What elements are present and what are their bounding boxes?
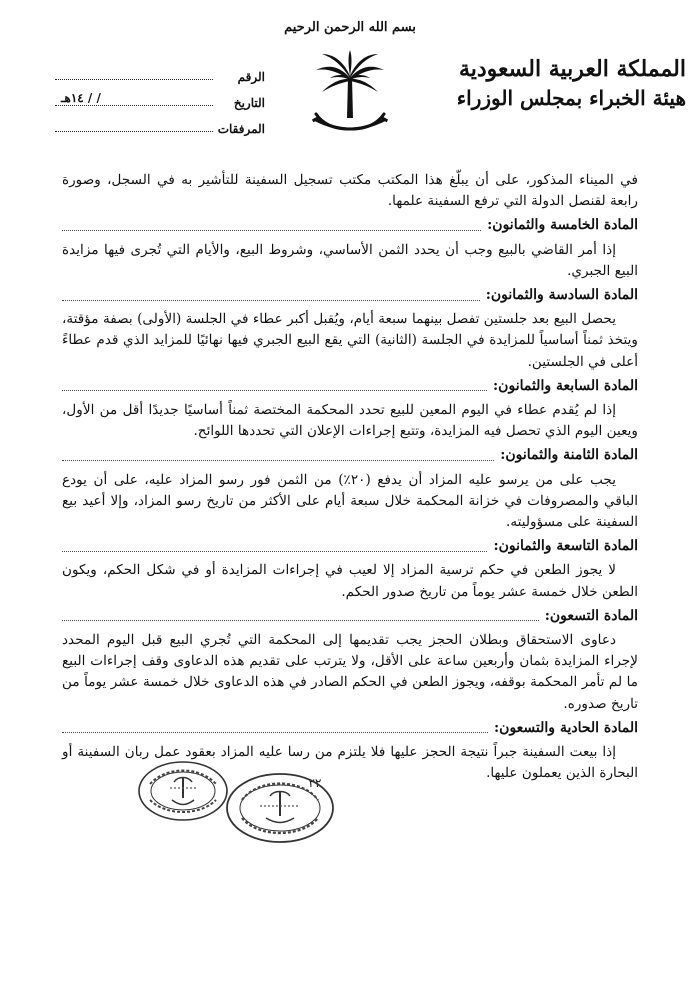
official-stamp-right	[224, 770, 336, 846]
article-86	[62, 285, 638, 373]
article-title: المادة الحادية والتسعون:	[494, 719, 638, 736]
article-text: دعاوى الاستحقاق وبطلان الحجز يجب تقديمها إلى المحكمة التي تُجري البيع قبل اليوم المحدد لإجراء المزايدة بثمان وأربعين ساعة على الأقل، ولا يترتب على تقديم هذه الدعاوى وقف إجراءات البيع ما لم تأمر المحكمة بوقفه، ويجوز الطعن في الحكم الصادر في هذه الدعاوى خلال خمسة عشر يوماً من تاريخ صدوره.	[62, 632, 638, 712]
article-89	[62, 536, 638, 603]
intro-paragraph: في الميناء المذكور، على أن يبلّغ هذا المكتب مكتب تسجيل السفينة للتأشير به في السجل، وصورة رابعة لقنصل الدولة التي ترفع السفينة علمها.	[62, 172, 638, 210]
article-87	[62, 376, 638, 443]
date-line	[55, 91, 213, 106]
article-title: المادة التاسعة والثمانون:	[493, 538, 638, 555]
article-text: يحصل البيع بعد جلستين تفصل بينهما سبعة أيام، ويُقبل أكبر عطاء في الجلسة (الأولى) بصفة مؤقتة، ويتخذ ثمناً أساسياً للمزايدة في الجلسة (الثانية) التي يقع البيع الجبري فيها نهائيًا للمزايد الذي قدم عطاءً أعلى في الجلستين.	[62, 311, 638, 370]
article-text: إذا أمر القاضي بالبيع وجب أن يحدد الثمن الأساسي، وشروط البيع، والأيام التي تُجرى فيها مزايدة البيع الجبري.	[62, 241, 638, 279]
article-text: إذا لم يُقدم عطاء في اليوم المعين للبيع تحدد المحكمة المختصة ثمناً أساسيًا جديدًا أقل من الأول، ويعين اليوم الذي تحصل فيه المزايدة، وتتبع إجراءات الإعلان التي تحددها اللوائح.	[62, 402, 638, 440]
article-title: المادة التسعون:	[544, 607, 638, 624]
article-title: المادة الخامسة والثمانون:	[487, 217, 638, 234]
date-label: التاريخ	[233, 96, 265, 110]
attachments-label: المرفقات	[217, 122, 265, 136]
article-title: المادة الثامنة والثمانون:	[500, 447, 638, 464]
date-value: ١٤هـ / /	[61, 91, 101, 105]
date-row	[55, 84, 265, 110]
official-stamp-left	[136, 758, 230, 824]
page-number: ٢٢	[308, 776, 322, 790]
article-88	[62, 445, 638, 533]
article-85	[62, 215, 638, 282]
attachments-row	[55, 110, 265, 136]
number-line	[55, 65, 213, 80]
reference-block	[55, 58, 265, 136]
article-90	[62, 606, 638, 715]
number-row	[55, 58, 265, 84]
country-name: المملكة العربية السعودية	[458, 56, 686, 82]
attachments-line	[55, 117, 213, 132]
article-text: يجب على من يرسو عليه المزاد أن يدفع (٢٠٪) من الثمن فور رسو المزاد عليه، على أن يودع الباقي والمصروفات في خزانة المحكمة خلال سبعة أيام على الأكثر من تاريخ رسو المزاد، وإلا أعيد بيع السفينة على مسؤوليته.	[62, 471, 638, 531]
number-label: الرقم	[237, 70, 265, 84]
document-body	[62, 170, 638, 784]
article-text: لا يجوز الطعن في حكم ترسية المزاد إلا لعيب في إجراءات المزايدة أو في شكل الحكم، ويكون الطعن خلال خمسة عشر يوماً من تاريخ صدور الحكم.	[62, 562, 638, 600]
authority-name: هيئة الخبراء بمجلس الوزراء	[456, 86, 686, 110]
basmala: بسم الله الرحمن الرحيم	[284, 20, 416, 35]
palm-and-swords-emblem-icon	[310, 48, 390, 140]
article-text: إذا بيعت السفينة جبراً نتيجة الحجز عليها فلا يلتزم من رسا عليه المزاد بعقود عمل ربان السفينة أو البحارة الذين يعملون عليها.	[62, 744, 638, 782]
letterhead-titles	[416, 54, 686, 112]
article-title: المادة السادسة والثمانون:	[485, 287, 638, 304]
article-title: المادة السابعة والثمانون:	[493, 377, 638, 394]
